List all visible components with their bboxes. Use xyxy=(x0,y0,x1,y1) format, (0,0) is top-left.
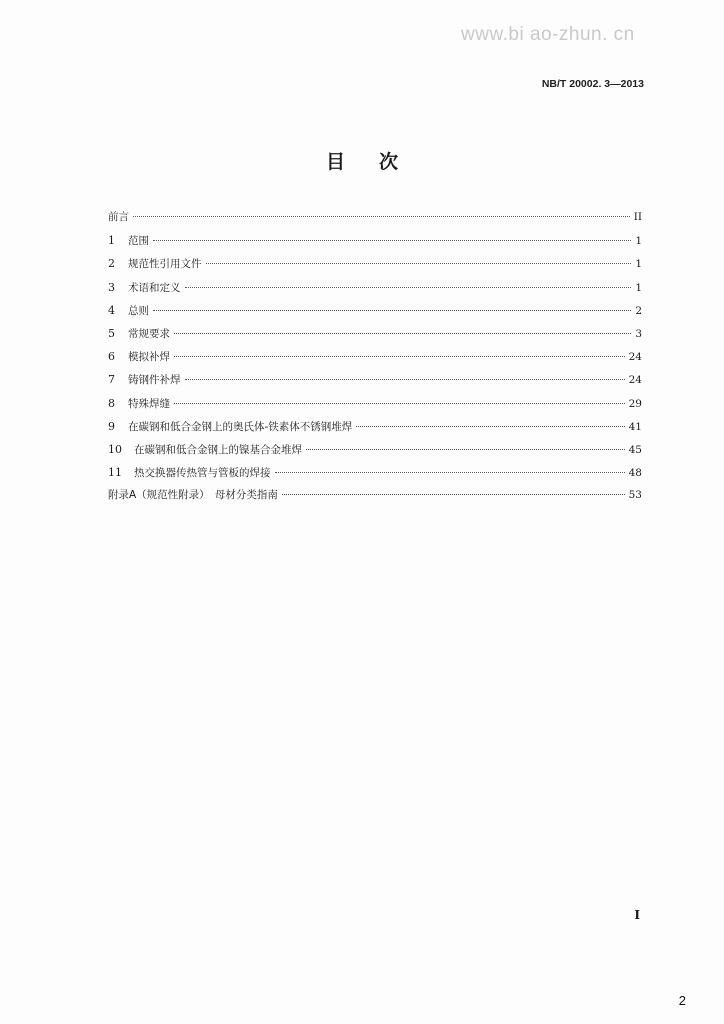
standard-code: NB/T 20002. 3—2013 xyxy=(541,78,644,90)
toc-entry-number: 3 xyxy=(108,280,115,294)
toc-entry-page: 24 xyxy=(628,374,642,387)
toc-entry-page: 41 xyxy=(628,420,642,433)
toc-entry-number: 8 xyxy=(108,396,115,410)
toc-entry[interactable] xyxy=(108,206,642,229)
toc-entry[interactable] xyxy=(108,461,642,484)
toc-entry-page: 3 xyxy=(635,327,642,340)
toc-entry-label: 在碳钢和低合金钢上的奥氏体-铁素体不锈钢堆焊 xyxy=(128,420,353,433)
toc-entry-page: 48 xyxy=(628,467,642,480)
toc-entry-label: 规范性引用文件 xyxy=(128,258,202,271)
toc-entry-number: 6 xyxy=(108,350,115,364)
toc-entry-number: 10 xyxy=(108,442,122,456)
toc-leader-dots xyxy=(356,418,624,427)
toc-entry-page: 29 xyxy=(628,397,642,410)
toc-entry-label: 铸钢件补焊 xyxy=(128,374,181,387)
toc-entry-page: 53 xyxy=(628,489,642,502)
toc-leader-dots xyxy=(133,208,630,217)
toc-entry[interactable] xyxy=(108,276,642,299)
scan-page-number: 2 xyxy=(678,993,686,1008)
toc-entry-number: 4 xyxy=(108,303,115,317)
toc-entry[interactable] xyxy=(108,368,642,391)
toc-entry-number: 11 xyxy=(108,466,122,480)
toc-entry-number: 1 xyxy=(108,234,115,248)
toc-entry[interactable] xyxy=(108,345,642,368)
toc-leader-dots xyxy=(174,325,631,334)
toc-leader-dots xyxy=(282,486,625,495)
toc-entry-page: 45 xyxy=(628,443,642,456)
toc-leader-dots xyxy=(174,395,625,404)
toc-entry-page: 1 xyxy=(635,258,642,271)
toc-entry-label: 附录A（规范性附录） 母材分类指南 xyxy=(108,489,278,502)
toc-leader-dots xyxy=(306,441,625,450)
toc-entry[interactable] xyxy=(108,299,642,322)
toc-entry[interactable] xyxy=(108,229,642,252)
watermark-text: www.bi ao-zhun. cn xyxy=(461,24,635,45)
toc-entry-label: 热交换器传热管与管板的焊接 xyxy=(134,467,271,480)
toc-entry-page: 1 xyxy=(635,235,642,248)
toc-title: 目次 xyxy=(325,151,432,173)
toc-leader-dots xyxy=(185,371,625,380)
table-of-contents xyxy=(108,206,642,507)
toc-entry[interactable] xyxy=(108,322,642,345)
toc-entry-page: 24 xyxy=(628,351,642,364)
toc-leader-dots xyxy=(185,279,632,288)
toc-leader-dots xyxy=(153,302,631,311)
toc-entry-label: 术语和定义 xyxy=(128,281,181,294)
toc-entry-number: 5 xyxy=(108,326,115,340)
toc-entry[interactable] xyxy=(108,392,642,415)
toc-leader-dots xyxy=(174,348,625,357)
toc-leader-dots xyxy=(153,232,631,241)
toc-entry[interactable] xyxy=(108,252,642,275)
toc-leader-dots xyxy=(275,464,625,473)
toc-entry-label: 前言 xyxy=(108,211,129,223)
toc-entry-page: II xyxy=(633,211,642,223)
toc-entry[interactable] xyxy=(108,415,642,438)
toc-entry-label: 总则 xyxy=(128,304,149,317)
toc-entry-label: 范围 xyxy=(128,235,149,248)
toc-entry[interactable] xyxy=(108,438,642,461)
page-number-roman: I xyxy=(634,908,640,922)
toc-entry-label: 特殊焊缝 xyxy=(128,397,170,410)
toc-entry[interactable] xyxy=(108,484,642,507)
toc-entry-number: 9 xyxy=(108,419,115,433)
toc-leader-dots xyxy=(206,255,632,264)
toc-entry-page: 2 xyxy=(635,304,642,317)
toc-entry-label: 模拟补焊 xyxy=(128,351,170,364)
toc-entry-number: 7 xyxy=(108,373,115,387)
toc-entry-label: 在碳钢和低合金钢上的镍基合金堆焊 xyxy=(134,443,302,456)
toc-entry-number: 2 xyxy=(108,257,115,271)
toc-entry-page: 1 xyxy=(635,281,642,294)
toc-entry-label: 常规要求 xyxy=(128,327,170,340)
